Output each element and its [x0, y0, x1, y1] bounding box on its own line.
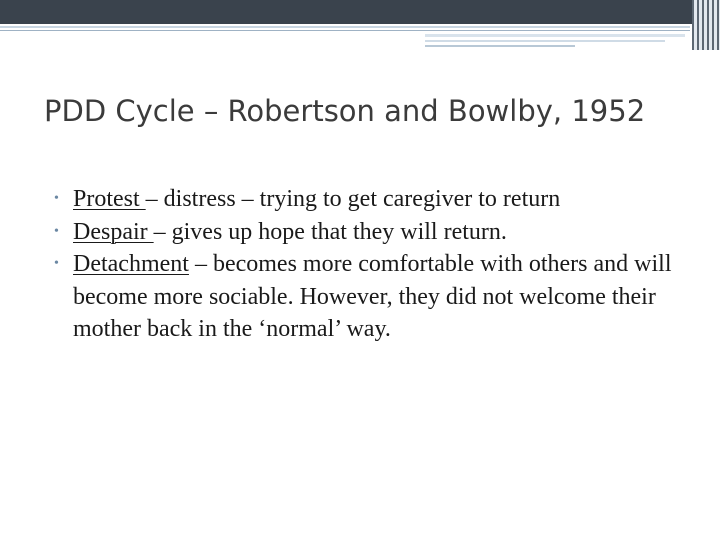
bullet-dot-icon: •: [54, 256, 59, 271]
term-despair: Despair: [73, 218, 154, 245]
slide-title: PDD Cycle – Robertson and Bowlby, 1952: [44, 94, 646, 128]
bullet-list: [54, 183, 684, 346]
bullet-item-protest: [54, 183, 684, 216]
bullet-item-despair: [54, 216, 684, 249]
term-detachment: Detachment: [73, 251, 189, 277]
corner-decoration: [692, 0, 720, 50]
decorative-stripe: [0, 30, 690, 31]
bullet-dot-icon: •: [54, 191, 59, 206]
decorative-stripe: [425, 40, 665, 42]
decorative-stripe: [0, 26, 690, 28]
bullet-text: – distress – trying to get caregiver to return: [145, 186, 561, 212]
header-band: [0, 0, 720, 24]
bullet-dot-icon: •: [54, 223, 59, 239]
decorative-stripe: [425, 45, 575, 47]
term-protest: Protest: [73, 186, 146, 212]
bullet-item-detachment: [54, 248, 684, 346]
decorative-stripe: [425, 34, 685, 37]
bullet-text: – becomes more comfortable with others and will become more sociable. However, they did not welcome their mother back in the ‘normal’ way.: [73, 251, 672, 342]
bullet-text: – gives up hope that they will return.: [153, 218, 507, 245]
